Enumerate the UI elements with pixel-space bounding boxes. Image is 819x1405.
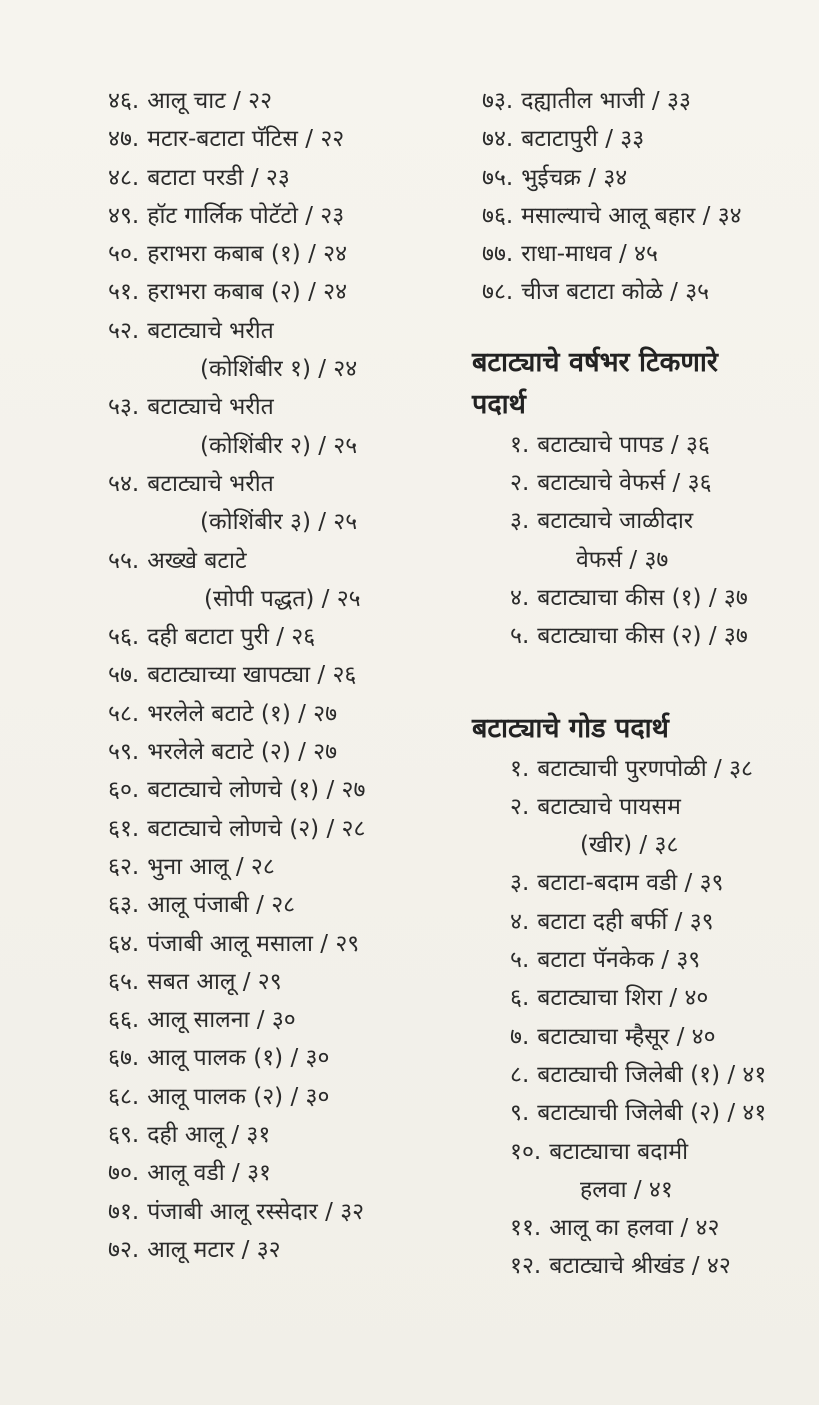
list-item: १०. बटाट्याचा बदामी [510, 1138, 689, 1165]
section-heading-preserves: बटाट्याचे वर्षभर टिकणारे [472, 346, 718, 378]
list-item: १. बटाट्याची पुरणपोळी / ३८ [510, 755, 753, 782]
list-item: ५४. बटाट्याचे भरीत [108, 470, 274, 497]
list-item: ६१. बटाट्याचे लोणचे (२) / २८ [108, 815, 366, 842]
list-item: ४६. आलू चाट / २२ [108, 88, 273, 114]
list-item: ५२. बटाट्याचे भरीत [108, 317, 274, 344]
list-item: ४७. मटार-बटाटा पॅटिस / २२ [108, 126, 345, 153]
left-column [108, 82, 458, 1269]
list-item: ७०. आलू वडी / ३१ [108, 1160, 271, 1187]
list-item: ५. बटाट्याचा कीस (२) / ३७ [510, 623, 748, 650]
list-item: ४९. हॉट गार्लिक पोटॅटो / २३ [108, 202, 345, 229]
list-item-continuation: (कोशिंबीर १) / २४ [200, 356, 358, 383]
list-item: ९. बटाट्याची जिलेबी (२) / ४१ [510, 1100, 767, 1127]
list-item: ७१. पंजाबी आलू रस्सेदार / ३२ [108, 1198, 365, 1225]
list-item: ७७. राधा-माधव / ४५ [482, 241, 658, 268]
list-item: ७५. भुईचक्र / ३४ [482, 164, 628, 191]
list-item: १. बटाट्याचे पापड / ३६ [510, 431, 710, 458]
list-item-continuation: वेफर्स / ३७ [576, 546, 669, 573]
list-item: ६०. बटाट्याचे लोणचे (१) / २७ [108, 777, 366, 804]
list-item: ३. बटाटा-बदाम वडी / ३९ [510, 870, 724, 897]
list-item: ५६. दही बटाटा पुरी / २६ [108, 624, 316, 651]
list-item: ५. बटाटा पॅनकेक / ३९ [510, 947, 701, 974]
list-item-continuation: हलवा / ४१ [580, 1176, 673, 1203]
list-item: ५०. हराभरा कबाब (१) / २४ [108, 241, 348, 268]
list-item: ५७. बटाट्याच्या खापट्या / २६ [108, 662, 357, 689]
list-item: ६९. दही आलू / ३१ [108, 1122, 271, 1149]
list-item: ३. बटाट्याचे जाळीदार [510, 508, 694, 535]
section-heading-preserves-line2: पदार्थ [472, 388, 526, 420]
section-heading-sweets: बटाट्याचे गोड पदार्थ [472, 712, 669, 744]
list-item: ६५. सबत आलू / २९ [108, 968, 282, 995]
list-item: ८. बटाट्याची जिलेबी (१) / ४१ [510, 1061, 767, 1088]
list-item: ५८. भरलेले बटाटे (१) / २७ [108, 700, 338, 727]
list-item-continuation: (खीर) / ३८ [580, 832, 679, 859]
list-item: ४. बटाटा दही बर्फी / ३९ [510, 908, 714, 935]
list-item: ११. आलू का हलवा / ४२ [510, 1215, 720, 1242]
list-item: १२. बटाट्याचे श्रीखंड / ४२ [510, 1253, 731, 1280]
list-item: ७२. आलू मटार / ३२ [108, 1236, 281, 1263]
list-item: ६२. भुना आलू / २८ [108, 853, 275, 880]
list-item: ६. बटाट्याचा शिरा / ४० [510, 985, 709, 1012]
list-item-continuation: (कोशिंबीर ३) / २५ [200, 509, 358, 536]
list-item: ६३. आलू पंजाबी / २८ [108, 892, 296, 919]
list-item: ६६. आलू सालना / ३० [108, 1007, 296, 1034]
list-item: २. बटाट्याचे पायसम [510, 793, 681, 820]
list-item-continuation: (सोपी पद्धत) / २५ [204, 585, 361, 612]
list-item: ४८. बटाटा परडी / २३ [108, 164, 290, 191]
list-item: ६४. पंजाबी आलू मसाला / २९ [108, 930, 360, 957]
list-item: ७६. मसाल्याचे आलू बहार / ३४ [482, 202, 742, 229]
list-item: २. बटाट्याचे वेफर्स / ३६ [510, 470, 712, 497]
list-item: ६७. आलू पालक (१) / ३० [108, 1045, 330, 1072]
list-item: ५५. अख्खे बटाटे [108, 547, 247, 574]
list-item: ७३. दह्यातील भाजी / ३३ [482, 88, 691, 114]
list-item: ५१. हराभरा कबाब (२) / २४ [108, 279, 348, 306]
list-item: ७४. बटाटापुरी / ३३ [482, 126, 645, 153]
list-item: ७. बटाट्याचा म्हैसूर / ४० [510, 1023, 716, 1050]
list-item: ४. बटाट्याचा कीस (१) / ३७ [510, 584, 748, 611]
list-item: ५९. भरलेले बटाटे (२) / २७ [108, 739, 338, 766]
list-item: ७८. चीज बटाटा कोळे / ३५ [482, 279, 710, 306]
list-item-continuation: (कोशिंबीर २) / २५ [200, 432, 358, 459]
right-column [472, 82, 812, 1286]
list-item: ६८. आलू पालक (२) / ३० [108, 1083, 330, 1110]
list-item: ५३. बटाट्याचे भरीत [108, 394, 274, 421]
